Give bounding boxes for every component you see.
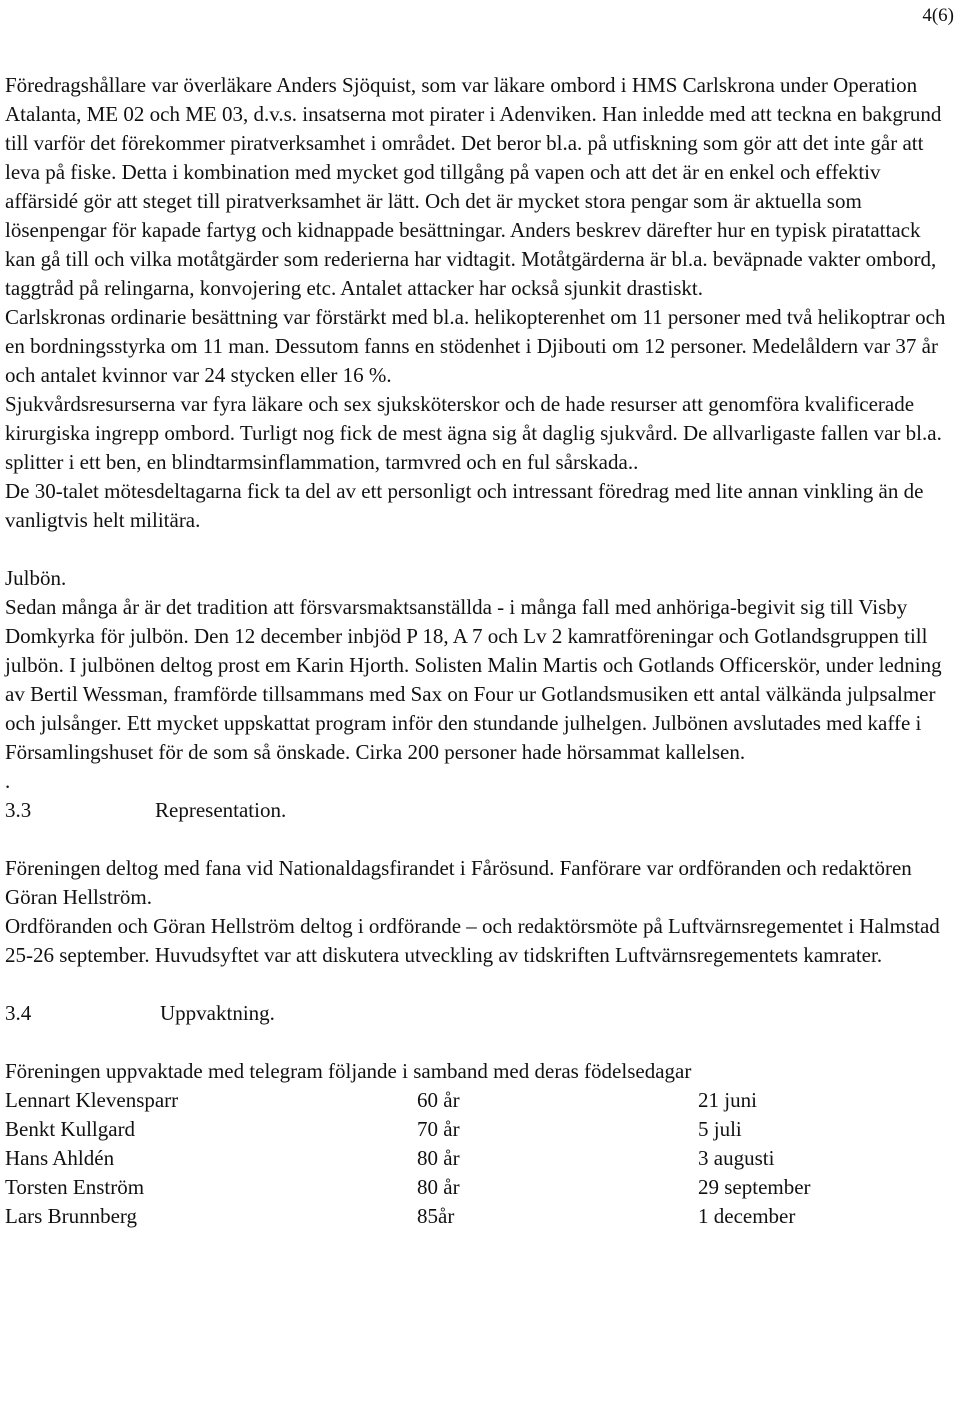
table-row [5,1173,811,1202]
cell-name: Lennart Klevensparr [5,1088,179,1112]
cell-age: 70 år [417,1117,460,1141]
cell-date: 5 juli [698,1117,742,1141]
paragraph-representation-1: Föreningen deltog med fana vid Nationaldagsfirandet i Fårösund. Fanförare var ordföranden och redaktören Göran Hellström. [5,856,912,909]
cell-age: 80 år [417,1146,460,1170]
paragraph-lecture: Föredragshållare var överläkare Anders Sjöquist, som var läkare ombord i HMS Carlskrona under Operation Atalanta, ME 02 och ME 03, d.v.s. insatserna mot pirater i Adenviken. Han inledde med att teckna en bakgrund till varför det förekommer piratverksamhet i området. Det beror bl.a. på utfiskning som gör att det inte går att leva på fiske. Detta i kombination med mycket god tillgång på vapen och att det är en enkel och effektiv affärsidé gör att steget till piratverksamhet är lätt. Och det är mycket stora pengar som är aktuella som lösenpengar för kapade fartyg och kidnappade besättningar. Anders beskrev därefter hur en typisk piratattack kan gå till och vilka motåtgärder som rederierna har vidtagit. Motåtgärderna är bl.a. beväpnade vakter ombord, taggtråd på relingarna, konvojering etc. Antalet attacker har också sjunkit drastiskt. [5,73,942,300]
cell-date: 3 augusti [698,1146,775,1170]
julbon-trailing-dot: . [5,769,11,793]
section-heading-uppvaktning [5,999,955,1028]
cell-date: 29 september [698,1175,811,1199]
table-row [5,1115,811,1144]
cell-date: 21 juni [698,1088,757,1112]
cell-age: 60 år [417,1088,460,1112]
document-body [5,71,955,1231]
paragraph-julbon: Sedan många år är det tradition att försvarsmaktsanställda - i många fall med anhöriga-begivit sig till Visby Domkyrka för julbön. Den 12 december inbjöd P 18, A 7 och Lv 2 kamratföreningar och Gotlandsgruppen till julbön. I julbönen deltog prost em Karin Hjorth. Solisten Malin Martis och Gotlands Officerskör, under ledning av Bertil Wessman, framförde tillsammans med Sax on Four ur Gotlandsmusiken ett antal välkända julpsalmer och julsånger. Ett mycket uppskattat program inför den stundande julhelgen. Julbönen avslutades med kaffe i Församlingshuset för de som så önskade. Cirka 200 personer hade hörsammat kallelsen. [5,595,942,764]
cell-age: 80 år [417,1175,460,1199]
table-row [5,1086,811,1115]
section-title: Uppvaktning. [160,1001,275,1025]
cell-name: Hans Ahldén [5,1146,115,1170]
section-number: 3.3 [5,798,32,822]
paragraph-representation-2: Ordföranden och Göran Hellström deltog i ordförande – och redaktörsmöte på Luftvärnsregementet i Halmstad 25-26 september. Huvudsyftet var att diskutera utveckling av tidskriften Luftvärnsregementets kamrater. [5,914,940,967]
cell-age: 85år [417,1204,455,1228]
julbon-heading: Julbön. [5,566,67,590]
table-row [5,1144,811,1173]
table-row [5,1202,811,1231]
paragraph-crew: Carlskronas ordinarie besättning var förstärkt med bl.a. helikopterenhet om 11 personer med två helikoptrar och en bordningsstyrka om 11 man. Dessutom fanns en stödenhet i Djibouti om 12 personer. Medelåldern var 37 år och antalet kvinnor var 24 stycken eller 16 %. [5,305,946,387]
paragraph-medical: Sjukvårdsresurserna var fyra läkare och sex sjuksköterskor och de hade resurser att genomföra kvalificerade kirurgiska ingrepp ombord. Turligt nog fick de mest ägna sig åt daglig sjukvård. De allvarligaste fallen var bl.a. splitter i ett ben, en blindtarmsinflammation, tarmvred och en ful sårskada.. [5,392,942,474]
paragraph-summary: De 30-talet mötesdeltagarna fick ta del av ett personligt och intressant föredrag med lite annan vinkling än de vanligtvis helt militära. [5,479,924,532]
section-title: Representation. [155,798,287,822]
cell-name: Lars Brunnberg [5,1204,137,1228]
section-heading-representation [5,796,955,825]
paragraph-uppvaktning-intro: Föreningen uppvaktade med telegram följande i samband med deras födelsedagar [5,1059,692,1083]
birthday-table [5,1086,811,1231]
cell-name: Torsten Enström [5,1175,145,1199]
cell-name: Benkt Kullgard [5,1117,136,1141]
page-number: 4(6) [922,5,954,26]
cell-date: 1 december [698,1204,796,1228]
section-number: 3.4 [5,1001,32,1025]
